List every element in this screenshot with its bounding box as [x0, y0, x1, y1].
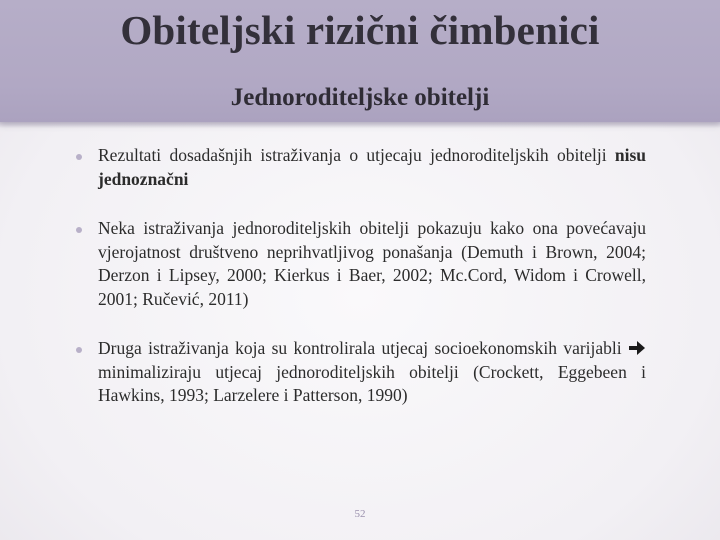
- bullet-text: Neka istraživanja jednoroditeljskih obitelji pokazuju kako ona povećavaju vjerojatnost društveno neprihvatljivog ponašanja (Demuth i Brown, 2004; Derzon i Lipsey, 2000; Kierkus i Baer, 2002; Mc.Cord, Widom i Crowell, 2001; Ručević, 2011): [98, 218, 646, 309]
- content-area: [76, 144, 646, 408]
- page-number: 52: [354, 508, 366, 520]
- bullet-dot-icon: [76, 347, 82, 353]
- bullet-dot-icon: [76, 154, 82, 160]
- bullet-text: Druga istraživanja koja su kontrolirala utjecaj socioekonomskih varijabli: [98, 338, 622, 358]
- slide-title: Obiteljski rizični čimbenici: [120, 7, 600, 53]
- bullet-text: minimaliziraju utjecaj jednoroditeljskih obitelji (Crockett, Eggebeen i Hawkins, 1993; Larzelere i Patterson, 1990): [98, 361, 646, 405]
- bullet-item: [76, 337, 646, 408]
- right-arrow-icon: [628, 341, 646, 355]
- bullet-item: [76, 217, 646, 311]
- slide-subtitle: Jednoroditeljske obitelji: [230, 84, 490, 111]
- header-band: [0, 0, 720, 122]
- bullet-text: Rezultati dosadašnjih istraživanja o utjecaju jednoroditeljskih obitelji: [98, 145, 607, 165]
- bullet-item: [76, 144, 646, 191]
- bullet-bold-text: nisu jednoznačni: [98, 145, 646, 189]
- bullet-dot-icon: [76, 227, 82, 233]
